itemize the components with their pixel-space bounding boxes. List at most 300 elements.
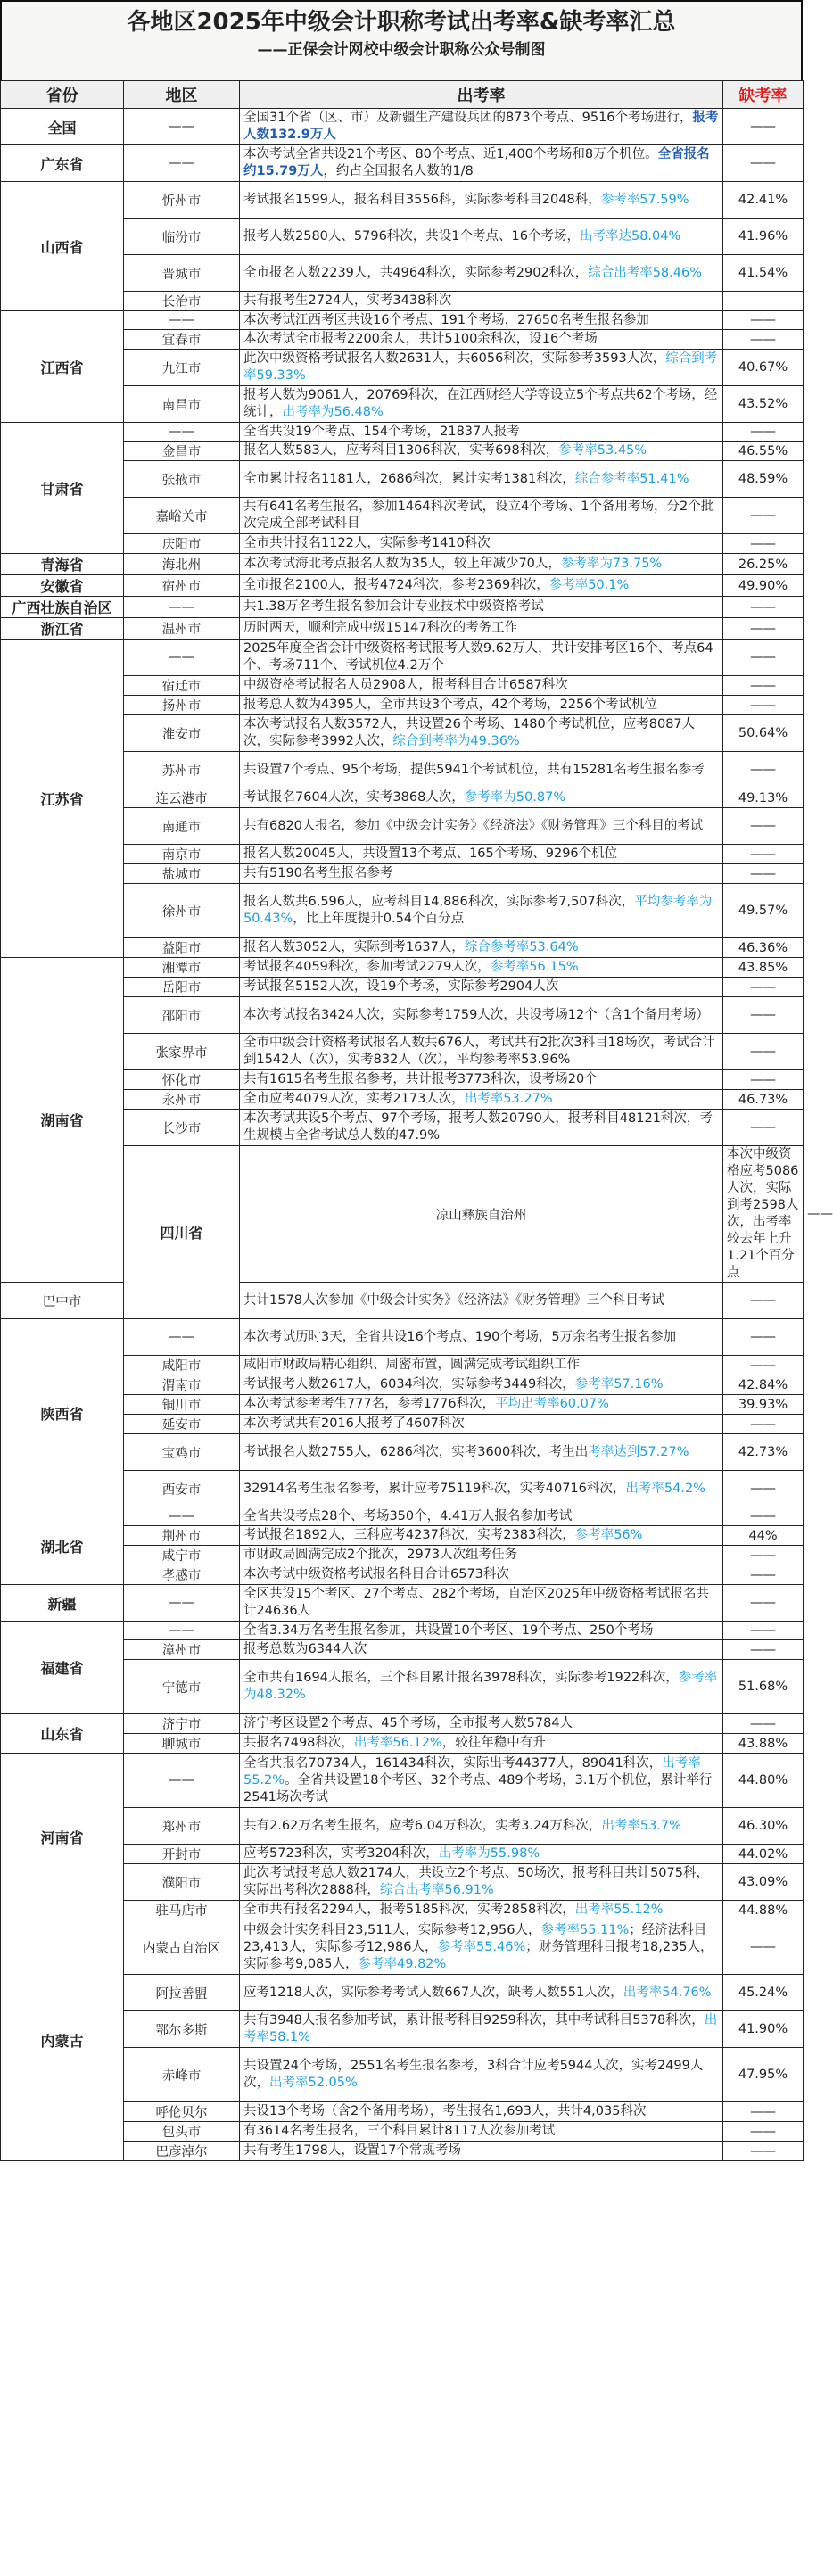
description-text: 本次考试历时3天，全省共设16个考点、190个考场，5万余名考生报名参加 bbox=[243, 1329, 677, 1344]
description-text: 共有考生1798人，设置17个常规考场 bbox=[243, 2143, 461, 2158]
province-cell: 新疆 bbox=[1, 1585, 124, 1622]
region-cell: 包头市 bbox=[124, 2122, 240, 2142]
highlighted-rate-text: 参考率56.15% bbox=[490, 960, 579, 974]
province-cell: 山东省 bbox=[1, 1714, 124, 1754]
province-cell: 河南省 bbox=[1, 1754, 124, 1920]
description-text: 共有641名考生报名，参加1464科次考试，设立4个考场、1个备用考场，分2个批次完成全部考试科目 bbox=[243, 500, 714, 531]
attendance-description-cell bbox=[240, 752, 723, 788]
description-text: 有3614名考生报名，三个科目累计8117人次参加考试 bbox=[243, 2124, 556, 2138]
rate-summary-table bbox=[0, 80, 833, 2161]
attendance-description-cell bbox=[240, 2102, 723, 2122]
attendance-description-cell bbox=[240, 696, 723, 715]
description-text: 共设置7个考点、95个考场，提供5941个考试机位，共有15281名考生报名参考 bbox=[243, 762, 705, 777]
absence-rate-cell: 44.88% bbox=[723, 1901, 804, 1920]
absence-rate-cell: 49.13% bbox=[723, 788, 804, 808]
description-text: 全市共计报名1122人，实际参考1410科次 bbox=[243, 536, 491, 550]
absence-rate-cell: —— bbox=[723, 2122, 804, 2142]
province-cell: 甘肃省 bbox=[1, 423, 124, 554]
highlighted-rate-text: 出考率为56.48% bbox=[282, 405, 384, 419]
highlighted-rate-text: 出考率54.76% bbox=[623, 1985, 712, 2000]
description-text: 本次考试参考考生777名，参考1776科次， bbox=[243, 1397, 496, 1411]
absence-rate-cell: —— bbox=[723, 1507, 804, 1526]
region-cell: 聊城市 bbox=[124, 1734, 240, 1754]
attendance-description-cell bbox=[240, 575, 723, 597]
region-cell: 临汾市 bbox=[124, 219, 240, 255]
absence-rate-cell: 39.93% bbox=[723, 1395, 804, 1415]
region-cell: 巴中市 bbox=[1, 1283, 124, 1319]
absence-rate-cell: 47.95% bbox=[723, 2048, 804, 2102]
attendance-description-cell bbox=[240, 808, 723, 845]
description-text: 考试报名5152人次，设19个考场，实际参考2904人次 bbox=[243, 979, 559, 994]
attendance-description-cell bbox=[240, 1319, 723, 1356]
attendance-description-cell bbox=[240, 461, 723, 498]
description-text: 本次考试报名3424人次，实际参考1759人次，共设考场12个（含1个备用考场） bbox=[243, 1007, 709, 1022]
description-text: 全市累计报名1181人，2686科次，累计实考1381科次， bbox=[243, 471, 575, 486]
province-cell: 福建省 bbox=[1, 1622, 124, 1714]
highlighted-rate-text: 出考率为55.98% bbox=[438, 1846, 540, 1861]
region-cell: 庆阳市 bbox=[124, 534, 240, 554]
region-cell: 连云港市 bbox=[124, 788, 240, 808]
table-row bbox=[1, 311, 804, 330]
region-cell: 咸阳市 bbox=[124, 1356, 240, 1375]
province-cell: 内蒙古 bbox=[1, 1920, 124, 2161]
attendance-description-cell bbox=[240, 1356, 723, 1375]
description-text: 32914名考生报名参考，累计应考75119科次，实考40716科次， bbox=[243, 1481, 626, 1496]
attendance-description-cell bbox=[240, 1090, 723, 1110]
highlighted-rate-text: 参考率为73.75% bbox=[560, 557, 663, 571]
attendance-description-cell bbox=[240, 534, 723, 554]
absence-rate-cell: —— bbox=[723, 1070, 804, 1090]
description-text: ，约占全国报名人数的1/8 bbox=[323, 164, 474, 178]
region-cell: 长治市 bbox=[124, 292, 240, 311]
absence-rate-cell bbox=[723, 292, 804, 311]
attendance-description-cell bbox=[240, 1622, 723, 1640]
region-cell: 渭南市 bbox=[124, 1375, 240, 1395]
attendance-description-cell bbox=[240, 1110, 723, 1146]
table-row bbox=[1, 1714, 804, 1734]
absence-rate-cell: 51.68% bbox=[723, 1660, 804, 1714]
absence-rate-cell: —— bbox=[723, 676, 804, 696]
table-body bbox=[1, 109, 833, 2161]
absence-rate-cell: 44.80% bbox=[723, 1754, 804, 1808]
absence-rate-cell: 46.73% bbox=[723, 1090, 804, 1110]
absence-rate-cell: —— bbox=[723, 1471, 804, 1507]
table-row bbox=[1, 1283, 804, 1319]
absence-rate-cell: 42.73% bbox=[723, 1434, 804, 1471]
table-row bbox=[1, 640, 804, 676]
absence-rate-cell: 42.84% bbox=[723, 1375, 804, 1395]
attendance-description-cell bbox=[240, 1734, 723, 1754]
attendance-description-cell bbox=[240, 1283, 723, 1319]
attendance-description-cell bbox=[240, 1864, 723, 1901]
absence-rate-cell: —— bbox=[723, 145, 804, 182]
attendance-description-cell bbox=[240, 1471, 723, 1507]
province-cell: 广东省 bbox=[1, 145, 124, 182]
description-text: 报考人数2580人、5796科次，共设1个考点、16个考场， bbox=[243, 228, 580, 244]
region-cell: 南京市 bbox=[124, 845, 240, 864]
description-text: 咸阳市财政局精心组织、周密布置，圆满完成考试组织工作 bbox=[243, 1358, 580, 1372]
absence-rate-cell: —— bbox=[723, 752, 804, 788]
table-row bbox=[1, 597, 804, 618]
table-row bbox=[1, 145, 804, 182]
region-cell: —— bbox=[124, 1585, 240, 1622]
attendance-description-cell bbox=[240, 330, 723, 350]
absence-rate-cell: —— bbox=[723, 978, 804, 997]
attendance-description-cell bbox=[240, 788, 723, 808]
table-row bbox=[1, 618, 804, 640]
absence-rate-cell: —— bbox=[723, 997, 804, 1034]
highlighted-rate-text: 综合到考率59.33% bbox=[243, 351, 718, 383]
absence-rate-cell: —— bbox=[723, 696, 804, 715]
column-header-region: 地区 bbox=[124, 81, 240, 109]
attendance-description-cell bbox=[240, 442, 723, 461]
province-cell: 江西省 bbox=[1, 311, 124, 423]
table-row bbox=[1, 1622, 804, 1640]
attendance-description-cell bbox=[240, 2011, 723, 2048]
region-cell: 盐城市 bbox=[124, 864, 240, 884]
absence-rate-cell: 46.55% bbox=[723, 442, 804, 461]
province-cell: 江苏省 bbox=[1, 640, 124, 958]
description-text: 共设置24个考场，2551名考生报名参考，3科合计应考5944人次，实考2499人次， bbox=[243, 2059, 704, 2090]
absence-rate-cell: —— bbox=[723, 1356, 804, 1375]
absence-rate-cell: —— bbox=[723, 1415, 804, 1434]
highlighted-rate-text: 平均出考率60.07% bbox=[495, 1397, 609, 1411]
attendance-description-cell bbox=[240, 109, 723, 145]
region-cell: —— bbox=[124, 597, 240, 618]
description-text: 报考人数为9061人，20769科次，在江西财经大学等设立5个考点共62个考场，经统计， bbox=[243, 388, 718, 419]
description-text: 此次中级资格考试报名人数2631人，共6056科次，实际参考3593人次， bbox=[243, 351, 666, 366]
province-cell: 湖南省 bbox=[1, 958, 124, 1283]
attendance-description-cell bbox=[240, 958, 723, 978]
table-row bbox=[1, 1754, 804, 1808]
region-cell: 金昌市 bbox=[124, 442, 240, 461]
region-cell: 西安市 bbox=[124, 1471, 240, 1507]
description-text: 济宁考区设置2个考点、45个考场，全市报考人数5784人 bbox=[243, 1716, 573, 1730]
description-text: 共有1615名考生报名参考，共计报考3773科次，设考场20个 bbox=[243, 1072, 598, 1086]
province-cell: 广西壮族自治区 bbox=[1, 597, 124, 618]
highlighted-rate-text: 全省报名约15.79万人 bbox=[243, 147, 710, 178]
absence-rate-cell: —— bbox=[723, 2142, 804, 2161]
attendance-description-cell bbox=[240, 498, 723, 534]
attendance-description-cell bbox=[240, 1714, 723, 1734]
absence-rate-cell: 41.54% bbox=[723, 255, 804, 292]
province-cell: 四川省 bbox=[124, 1146, 240, 1319]
absence-rate-cell: 44% bbox=[723, 1526, 804, 1546]
description-text: 本次考试海北考点报名人数为35人，较上年减少70人， bbox=[243, 557, 561, 571]
region-cell: 永州市 bbox=[124, 1090, 240, 1110]
description-text: 报名人数583人，应考科目1306科次，实考698科次， bbox=[243, 443, 559, 458]
attendance-description-cell bbox=[240, 1640, 723, 1660]
absence-rate-cell: —— bbox=[723, 1622, 804, 1640]
highlighted-rate-text: 参考率为48.32% bbox=[243, 1671, 718, 1702]
absence-rate-cell: —— bbox=[723, 534, 804, 554]
attendance-description-cell bbox=[240, 1845, 723, 1864]
absence-rate-cell: —— bbox=[723, 1546, 804, 1565]
page-header bbox=[0, 0, 803, 80]
region-cell: 荆州市 bbox=[124, 1526, 240, 1546]
table-row bbox=[1, 182, 804, 219]
attendance-description-cell bbox=[240, 145, 723, 182]
description-text: 全市中级会计资格考试报名人数共676人，考试共有2批次3科目18场次，考试合计到1542人（次），实考832人（次），平均参考率53.96% bbox=[243, 1036, 715, 1067]
region-cell: —— bbox=[124, 1754, 240, 1808]
attendance-description-cell bbox=[240, 640, 723, 676]
attendance-description-cell bbox=[240, 423, 723, 442]
region-cell: 呼伦贝尔 bbox=[124, 2102, 240, 2122]
description-text: 应考5723科次，实考3204科次， bbox=[243, 1846, 439, 1861]
attendance-description-cell bbox=[240, 386, 723, 423]
region-cell: 巴彦淖尔 bbox=[124, 2142, 240, 2161]
absence-rate-cell: 43.88% bbox=[723, 1734, 804, 1754]
region-cell: 濮阳市 bbox=[124, 1864, 240, 1901]
description-text: 考试报名1892人，三科应考4237科次，实考2383科次， bbox=[243, 1528, 575, 1542]
absence-rate-cell: 43.85% bbox=[723, 958, 804, 978]
highlighted-rate-text: 参考率49.82% bbox=[358, 1956, 447, 1971]
absence-rate-cell: 42.41% bbox=[723, 182, 804, 219]
region-cell: 淮安市 bbox=[124, 715, 240, 752]
absence-rate-cell: —— bbox=[723, 640, 804, 676]
column-header-absence-rate: 缺考率 bbox=[723, 81, 804, 109]
page-subtitle: ——正保会计网校中级会计职称公众号制图 bbox=[257, 41, 546, 59]
description-text: 2025年度全省会计中级资格考试报考人数9.62万人，共计安排考区16个、考点64个、考场711个、考试机位4.2万个 bbox=[243, 641, 713, 673]
region-cell: —— bbox=[124, 1319, 240, 1356]
column-header-province: 省份 bbox=[1, 81, 124, 109]
province-cell: 浙江省 bbox=[1, 618, 124, 640]
highlighted-rate-text: 参考率55.46% bbox=[437, 1939, 526, 1954]
table-row: 四川省 凉山彝族自治州 本次中级资格应考5086人次，实际到考2598人次，出考率较去年上升1.21个百分点 —— bbox=[1, 1146, 804, 1283]
highlighted-rate-text: 综合到考率为49.36% bbox=[392, 734, 520, 748]
highlighted-rate-text: 出考率55.12% bbox=[574, 1903, 664, 1917]
description-text: 共报名7498科次， bbox=[243, 1736, 354, 1750]
description-text: 共有报考生2724人，实考3438科次 bbox=[243, 293, 452, 308]
absence-rate-cell: 41.90% bbox=[723, 2011, 804, 2048]
attendance-description-cell bbox=[240, 1395, 723, 1415]
absence-rate-cell: 50.64% bbox=[723, 715, 804, 752]
region-cell: —— bbox=[124, 311, 240, 330]
description-text: 共有6820人报名，参加《中级会计实务》《经济法》《财务管理》三个科目的考试 bbox=[243, 818, 704, 833]
attendance-description-cell bbox=[240, 1585, 723, 1622]
province-cell: 全国 bbox=[1, 109, 124, 145]
region-cell: —— bbox=[124, 1507, 240, 1526]
attendance-description-cell bbox=[240, 884, 723, 938]
table-row bbox=[1, 1585, 804, 1622]
highlighted-rate-text: 参考率56% bbox=[574, 1528, 643, 1542]
description-text: 全市报名人数2239人，共4964科次，实际参考2902科次， bbox=[243, 265, 589, 280]
table-header-row bbox=[1, 81, 804, 109]
table-row bbox=[1, 1507, 804, 1526]
highlighted-rate-text: 平均参考率为50.43% bbox=[243, 895, 713, 926]
description-text: ，比上年度提升0.54个百分点 bbox=[293, 912, 465, 926]
page-title: 各地区2025年中级会计职称考试出考率&缺考率汇总 bbox=[127, 9, 676, 36]
table-row bbox=[1, 1319, 804, 1356]
highlighted-rate-text: 参考率57.16% bbox=[574, 1377, 664, 1391]
absence-rate-cell: 48.59% bbox=[723, 461, 804, 498]
absence-rate-cell: 43.52% bbox=[723, 386, 804, 423]
description-text: 全市报名2100人，报考4724科次，参考2369科次， bbox=[243, 578, 549, 592]
table-row bbox=[1, 958, 804, 978]
region-cell: —— bbox=[124, 423, 240, 442]
region-cell: 南通市 bbox=[124, 808, 240, 845]
attendance-description-cell bbox=[240, 845, 723, 864]
attendance-description-cell bbox=[240, 864, 723, 884]
attendance-description-cell bbox=[240, 2048, 723, 2102]
attendance-description-cell bbox=[240, 1375, 723, 1395]
description-text: ；财务管理科目报考18,235人，实际参考9,085人， bbox=[243, 1939, 713, 1971]
region-cell: 忻州市 bbox=[124, 182, 240, 219]
region-cell: 南昌市 bbox=[124, 386, 240, 423]
absence-rate-cell: 46.36% bbox=[723, 938, 804, 958]
attendance-description-cell bbox=[240, 554, 723, 575]
description-text: 考试报名1599人，报名科目3556科，实际参考科目2048科， bbox=[243, 192, 601, 207]
region-cell: 张掖市 bbox=[124, 461, 240, 498]
highlighted-rate-text: 参考率为50.87% bbox=[464, 790, 566, 805]
region-cell: 漳州市 bbox=[124, 1640, 240, 1660]
absence-rate-cell: —— bbox=[723, 109, 804, 145]
region-cell: 益阳市 bbox=[124, 938, 240, 958]
region-cell: 延安市 bbox=[124, 1415, 240, 1434]
description-text: 报名人数3052人，实际到考1637人， bbox=[243, 940, 465, 954]
highlighted-rate-text: 出考率54.2% bbox=[625, 1481, 705, 1496]
description-text: 历时两天，顺利完成中级15147科次的考务工作 bbox=[243, 621, 518, 635]
table-row bbox=[1, 554, 804, 575]
region-cell: 赤峰市 bbox=[124, 2048, 240, 2102]
attendance-description-cell bbox=[240, 1754, 723, 1808]
attendance-description-cell bbox=[240, 1565, 723, 1585]
region-cell: 铜川市 bbox=[124, 1395, 240, 1415]
region-cell: 晋城市 bbox=[124, 255, 240, 292]
absence-rate-cell: —— bbox=[723, 498, 804, 534]
description-text: ；经济法科目23,413人，实际参考12,986人， bbox=[243, 1922, 707, 1954]
absence-rate-cell: 44.02% bbox=[723, 1845, 804, 1864]
province-cell: 湖北省 bbox=[1, 1507, 124, 1585]
highlighted-rate-text: 出考率55.2% bbox=[243, 1755, 701, 1788]
absence-rate-cell: 49.57% bbox=[723, 884, 804, 938]
attendance-description-cell bbox=[240, 1070, 723, 1090]
attendance-description-cell bbox=[240, 597, 723, 618]
description-text: 考试报考人数2617人，6034科次，实际参考3449科次， bbox=[243, 1377, 575, 1391]
attendance-description-cell bbox=[240, 1660, 723, 1714]
attendance-description-cell bbox=[240, 219, 723, 255]
description-text: 本次考试江西考区共设16个考点、191个考场，27650名考生报名参加 bbox=[243, 312, 649, 327]
description-text: 共设13个考场（含2个备用考场），考生报名1,693人，共计4,035科次 bbox=[243, 2104, 647, 2118]
description-text: 全国31个省（区、市）及新疆生产建设兵团的873个考点、9516个考场进行， bbox=[243, 111, 693, 125]
region-cell: 宿迁市 bbox=[124, 676, 240, 696]
region-cell: 宁德市 bbox=[124, 1660, 240, 1714]
description-text: 中级会计实务科目23,511人，实际参考12,956人， bbox=[243, 1922, 541, 1937]
absence-rate-cell: —— bbox=[723, 1034, 804, 1070]
description-text: 本次考试共设5个考点、97个考场，报考人数20790人，报考科目48121科次，考生规模占全省考试总人数的47.9% bbox=[243, 1111, 713, 1143]
highlighted-rate-text: 综合出考率56.91% bbox=[379, 1883, 494, 1897]
description-text: 共有2.62万名考生报名，应考6.04万科次，实考3.24万科次， bbox=[243, 1818, 602, 1833]
description-text: 共有3948人报名参加考试，累计报考科目9259科次，其中考试科目5378科次， bbox=[243, 2013, 705, 2027]
region-cell: 嘉峪关市 bbox=[124, 498, 240, 534]
attendance-description-cell bbox=[240, 978, 723, 997]
description-text: ，较往年稳中有升 bbox=[441, 1736, 546, 1750]
highlighted-rate-text: 综合参考率51.41% bbox=[574, 471, 689, 486]
attendance-description-cell bbox=[240, 1920, 723, 1975]
absence-rate-cell: —— bbox=[723, 330, 804, 350]
absence-rate-cell: —— bbox=[723, 1920, 804, 1975]
description-text: 。全省共设置18个考区、32个考点、489个考场，3.1万个机位，累计举行2541场次考试 bbox=[243, 1772, 713, 1804]
region-cell: 咸宁市 bbox=[124, 1546, 240, 1565]
absence-rate-cell: 40.67% bbox=[723, 350, 804, 386]
highlighted-rate-text: 参考率50.1% bbox=[548, 578, 630, 592]
region-cell: 扬州市 bbox=[124, 696, 240, 715]
description-text: 本次考试全市报考2200余人，共计5100余科次，设16个考场 bbox=[243, 332, 598, 346]
attendance-description-cell bbox=[240, 676, 723, 696]
region-cell: 开封市 bbox=[124, 1845, 240, 1864]
region-cell: 阿拉善盟 bbox=[124, 1975, 240, 2011]
attendance-description-cell bbox=[240, 1546, 723, 1565]
province-cell: 安徽省 bbox=[1, 575, 124, 597]
highlighted-rate-text: 出考率52.05% bbox=[269, 2076, 358, 2090]
region-cell: 怀化市 bbox=[124, 1070, 240, 1090]
description-text: 本次考试中级资格考试报名科目合计6573科次 bbox=[243, 1567, 509, 1581]
absence-rate-cell: 46.30% bbox=[723, 1808, 804, 1845]
column-header-attendance-rate: 出考率 bbox=[240, 81, 723, 109]
table-row bbox=[1, 423, 804, 442]
description-text: 市财政局圆满完成2个批次，2973人次组考任务 bbox=[243, 1548, 518, 1562]
region-cell: 凉山彝族自治州 bbox=[240, 1146, 723, 1283]
region-cell: 长沙市 bbox=[124, 1110, 240, 1146]
province-cell: 青海省 bbox=[1, 554, 124, 575]
region-cell: —— bbox=[124, 640, 240, 676]
absence-rate-cell: —— bbox=[723, 1640, 804, 1660]
description-text: 本次中级资格应考5086人次，实际到考2598人次，出考率较去年上升1.21个百分点 bbox=[727, 1147, 799, 1280]
region-cell: 九江市 bbox=[124, 350, 240, 386]
attendance-description-cell bbox=[240, 292, 723, 311]
highlighted-rate-text: 出考率53.27% bbox=[464, 1092, 553, 1106]
absence-rate-cell: —— bbox=[723, 1283, 804, 1319]
absence-rate-cell: 43.09% bbox=[723, 1864, 804, 1901]
highlighted-rate-text: 出考率53.7% bbox=[601, 1818, 681, 1833]
absence-rate-cell: —— bbox=[723, 864, 804, 884]
region-cell: —— bbox=[124, 145, 240, 182]
attendance-description-cell bbox=[240, 1415, 723, 1434]
absence-rate-cell: 45.24% bbox=[723, 1975, 804, 2011]
attendance-description-cell bbox=[240, 938, 723, 958]
absence-rate-cell: —— bbox=[723, 1565, 804, 1585]
description-text: 共计1578人次参加《中级会计实务》《经济法》《财务管理》三个科目考试 bbox=[243, 1292, 664, 1308]
attendance-description-cell bbox=[240, 350, 723, 386]
absence-rate-cell: —— bbox=[723, 618, 804, 640]
region-cell: 驻马店市 bbox=[124, 1901, 240, 1920]
attendance-description-cell bbox=[240, 2142, 723, 2161]
attendance-description-cell bbox=[240, 1808, 723, 1845]
absence-rate-cell: 41.96% bbox=[723, 219, 804, 255]
province-cell: 陕西省 bbox=[1, 1319, 124, 1507]
table-row bbox=[1, 575, 804, 597]
absence-rate-cell: —— bbox=[723, 808, 804, 845]
attendance-description-cell bbox=[240, 1975, 723, 2011]
description-text: 报考总人数为4395人，全市共设3个考点，42个考场，2256个考试机位 bbox=[243, 698, 657, 712]
region-cell: 内蒙古自治区 bbox=[124, 1920, 240, 1975]
absence-rate-cell: —— bbox=[723, 423, 804, 442]
attendance-description-cell bbox=[240, 1034, 723, 1070]
table-row bbox=[1, 1920, 804, 1975]
description-text: 报名人数20045人，共设置13个考点、165个考场、9296个机位 bbox=[243, 846, 618, 861]
region-cell: 宜春市 bbox=[124, 330, 240, 350]
description-text: 考试报名4059科次，参加考试2279人次， bbox=[243, 960, 491, 974]
description-text: 全省共设19个考点、154个考场，21837人报考 bbox=[243, 424, 520, 439]
province-cell: 山西省 bbox=[1, 182, 124, 311]
description-text: 全市共有1694人报名，三个科目累计报名3978科次，实际参考1922科次， bbox=[243, 1671, 679, 1685]
description-text: 此次考试报考总人数2174人，共设立2个考点、50场次，报考科目共计5075科，实际出考科次2888科， bbox=[243, 1866, 709, 1897]
absence-rate-cell: —— bbox=[723, 1319, 804, 1356]
attendance-description-cell bbox=[240, 2122, 723, 2142]
description-text: 考试报名7604人次，实考3868人次， bbox=[243, 790, 465, 805]
description-text: 报名人数共6,596人，应考科目14,886科次，实际参考7,507科次， bbox=[243, 895, 635, 909]
absence-rate-cell: —— bbox=[723, 845, 804, 864]
